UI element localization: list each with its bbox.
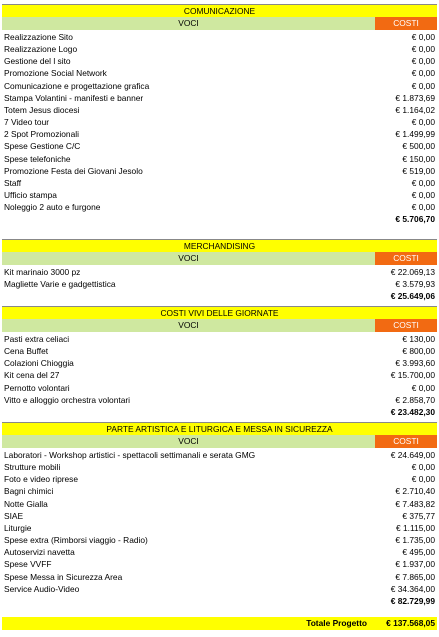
column-header [2,17,437,30]
table-row [2,571,437,584]
item-value: € 0,00 [411,177,435,188]
item-value: € 0,00 [411,44,435,55]
table-row [2,153,437,166]
table-row [2,357,437,370]
table-row [2,473,437,486]
table-row [2,140,437,153]
item-label: Colazioni Chioggia [4,358,74,369]
header-costi: COSTI [375,252,437,265]
item-value: € 0,00 [411,189,435,200]
table-row [2,43,437,56]
table-row [2,382,437,395]
table-row [2,498,437,511]
item-value: € 519,00 [402,165,435,176]
item-value: € 34.364,00 [390,583,435,594]
item-value: € 1.873,69 [395,92,435,103]
item-value: € 0,00 [411,202,435,213]
table-row [2,104,437,117]
table-row [2,201,437,214]
table-row [2,558,437,571]
item-label: Stampa Volantini - manifesti e banner [4,92,144,103]
item-label: Staff [4,177,22,188]
item-label: SIAE [4,510,24,521]
table-row [2,128,437,141]
table-row [2,345,437,358]
section-title-text: COSTI VIVI DELLE GIORNATE [160,308,279,318]
table-row [2,583,437,596]
table-row [2,333,437,346]
table-row [2,546,437,559]
item-label: Foto e video riprese [4,474,79,485]
item-value: € 24.649,00 [390,450,435,460]
item-label: Bagni chimici [4,486,54,497]
table-row [2,177,437,190]
item-value: € 0,00 [411,117,435,128]
item-label: Service Audio-Video [4,583,80,594]
section-title [2,239,437,253]
section-title [2,306,437,320]
table-row [2,189,437,202]
item-value: € 500,00 [402,141,435,152]
item-value: € 22.069,13 [390,267,435,277]
item-label: Spese VVFF [4,559,52,570]
section-title [2,4,437,18]
table-row [2,165,437,178]
column-header [2,319,437,332]
item-value: € 375,77 [402,510,435,521]
table-row [2,266,437,279]
header-costi: COSTI [375,319,437,332]
item-label: Autoservizi navetta [4,547,75,558]
item-label: Vitto e alloggio orchestra volontari [4,394,131,405]
item-label: Magliette Varie e gadgettistica [4,279,116,290]
header-voci: VOCI [178,320,199,330]
section-total-value: € 23.482,30 [390,406,435,417]
item-value: € 7.483,82 [395,498,435,509]
item-value: € 15.700,00 [390,370,435,381]
item-label: 2 Spot Promozionali [4,129,79,140]
table-row [2,485,437,498]
item-value: € 150,00 [402,153,435,164]
section-total [2,213,437,226]
item-value: € 495,00 [402,547,435,558]
section-total [2,290,437,303]
column-header [2,435,437,448]
table-row [2,55,437,68]
item-value: € 0,00 [411,80,435,91]
table-row [2,510,437,523]
item-label: Promozione Festa dei Giovani Jesolo [4,165,143,176]
item-label: Spese telefoniche [4,153,71,164]
section-total-value: € 82.729,99 [390,595,435,606]
item-value: € 0,00 [411,68,435,79]
item-value: € 0,00 [411,462,435,473]
table-row [2,80,437,93]
item-label: Ufficio stampa [4,189,57,200]
grand-total-label: Totale Progetto [306,618,367,628]
table-row [2,92,437,105]
table-row [2,394,437,407]
header-costi: COSTI [375,435,437,448]
item-label: Liturgie [4,522,32,533]
item-label: Pasti extra celiaci [4,334,70,344]
section-title-text: PARTE ARTISTICA E LITURGICA E MESSA IN SICUREZZA [106,424,333,434]
item-value: € 1.499,99 [395,129,435,140]
item-label: Laboratori - Workshop artistici - spettacoli settimanali e serata GMG [4,450,256,460]
item-label: Promozione Social Network [4,68,107,79]
table-row [2,449,437,462]
item-value: € 1.115,00 [396,522,435,533]
item-label: Spese extra (Rimborsi viaggio - Radio) [4,535,148,546]
table-row [2,116,437,129]
table-row [2,67,437,80]
item-label: Comunicazione e progettazione grafica [4,80,150,91]
table-row [2,522,437,535]
item-value: € 2.858,70 [395,394,435,405]
item-value: € 130,00 [402,334,435,344]
item-value: € 1.937,00 [395,559,435,570]
header-voci: VOCI [178,18,199,28]
item-label: Noleggio 2 auto e furgone [4,202,101,213]
item-value: € 0,00 [411,56,435,67]
section-total [2,595,437,608]
section-total-value: € 25.649,06 [390,291,435,302]
item-label: Totem Jesus diocesi [4,104,80,115]
header-costi: COSTI [375,17,437,30]
item-label: Notte Gialla [4,498,48,509]
item-label: Pernotto volontari [4,382,70,393]
grand-total-value: € 137.568,05 [386,618,435,628]
table-row [2,31,437,44]
table-row [2,461,437,474]
table-row [2,534,437,547]
item-value: € 0,00 [411,32,435,42]
item-label: Cena Buffet [4,346,49,357]
item-label: Spese Gestione C/C [4,141,81,152]
item-value: € 1.164,02 [395,104,435,115]
item-label: Strutture mobili [4,462,61,473]
section-title [2,422,437,436]
item-value: € 1.735,00 [395,535,435,546]
item-value: € 800,00 [402,346,435,357]
table-row [2,278,437,291]
item-value: € 0,00 [411,382,435,393]
item-label: Kit marinaio 3000 pz [4,267,81,277]
header-voci: VOCI [178,253,199,263]
item-label: Gestione del l sito [4,56,71,67]
item-value: € 7.865,00 [395,571,435,582]
section-title-text: MERCHANDISING [183,241,256,251]
item-value: € 3.579,93 [395,279,435,290]
header-voci: VOCI [178,436,199,446]
table-row [2,369,437,382]
item-label: Spese Messa in Sicurezza Area [4,571,123,582]
grand-total-row [2,617,437,630]
section-total [2,406,437,419]
section-total-value: € 5.706,70 [395,214,435,225]
item-label: Kit cena del 27 [4,370,60,381]
item-value: € 3.993,60 [395,358,435,369]
item-label: Realizzazione Sito [4,32,73,42]
section-title-text: COMUNICAZIONE [183,6,256,16]
item-value: € 0,00 [411,474,435,485]
item-value: € 2.710,40 [395,486,435,497]
item-label: 7 Video tour [4,117,50,128]
column-header [2,252,437,265]
item-label: Realizzazione Logo [4,44,78,55]
